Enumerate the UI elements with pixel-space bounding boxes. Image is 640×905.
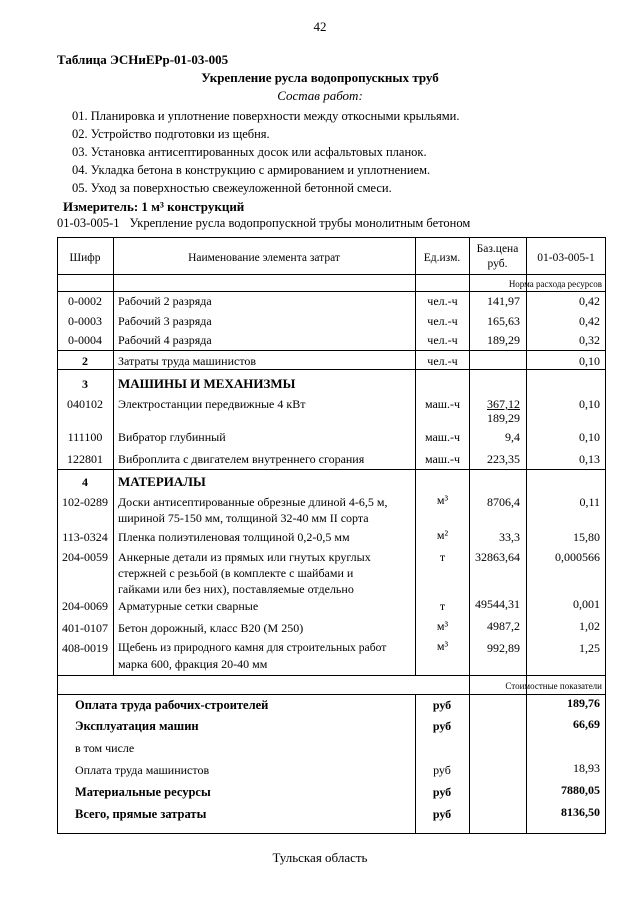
- row-unit: маш.-ч: [424, 397, 461, 411]
- row-unit: м³: [436, 493, 449, 507]
- row-name: Затраты труда машинистов: [118, 354, 257, 368]
- row-norm: 1,02: [579, 619, 600, 633]
- cost-unit: руб: [432, 698, 452, 712]
- section-number: 4: [82, 475, 88, 489]
- row-name-line3: гайками или без них), поставляемые отдельно: [118, 582, 354, 596]
- row-norm: 0,10: [579, 430, 600, 444]
- row-price: 189,29: [487, 333, 520, 347]
- cost-unit: руб: [432, 719, 452, 733]
- row-code: 111100: [67, 430, 103, 444]
- row-price: 223,35: [487, 452, 520, 466]
- row-norm: 1,25: [579, 641, 600, 655]
- norm-description: Укрепление русла водопропускной трубы монолитным бетоном: [129, 216, 471, 230]
- table-subtitle: Укрепление русла водопропускных труб: [201, 70, 439, 85]
- cost-unit: руб: [433, 763, 451, 777]
- row-price: 367,12: [487, 397, 520, 411]
- cost-value: 7880,05: [561, 783, 600, 797]
- row-price: 33,3: [499, 530, 520, 544]
- row-unit: чел.-ч: [427, 354, 458, 368]
- work-item: 05. Уход за поверхностью свежеуложенной бетонной смеси.: [72, 181, 392, 195]
- row-name: Щебень из природного камня для строительных работ: [118, 641, 387, 654]
- row-name-line2: стержней с резьбой (в комплекте с шайбами и: [118, 566, 354, 580]
- row-name: Рабочий 4 разряда: [118, 333, 212, 347]
- row-unit: маш.-ч: [424, 430, 461, 444]
- row-code: 401-0107: [62, 621, 108, 635]
- row-code: 204-0059: [62, 550, 108, 564]
- header-norm-code: 01-03-005-1: [537, 252, 595, 264]
- row-unit: м²: [436, 528, 449, 542]
- header-norm-sub: Норма расхода ресурсов: [508, 279, 602, 289]
- row-code: 0-0004: [68, 333, 102, 347]
- row-unit: т: [439, 550, 446, 564]
- row-name: Бетон дорожный, класс B20 (М 250): [118, 621, 304, 635]
- row-price: 165,63: [487, 314, 520, 328]
- row-name: Арматурные сетки сварные: [118, 599, 259, 613]
- row-code: 2: [82, 354, 88, 368]
- page-number: 42: [313, 19, 327, 34]
- header-code: Шифр: [69, 252, 101, 264]
- row-price: 141,97: [487, 294, 520, 308]
- cost-unit: руб: [432, 807, 452, 821]
- cost-value: 66,69: [573, 717, 600, 731]
- row-unit: т: [439, 599, 446, 613]
- row-code: 0-0002: [68, 294, 102, 308]
- row-code: 122801: [67, 452, 103, 466]
- row-name-line2: шириной 75-150 мм, толщиной 32-40 мм II сорта: [118, 511, 369, 525]
- cost-label: Оплата труда машинистов: [75, 763, 210, 777]
- work-item: 02. Устройство подготовки из щебня.: [72, 127, 270, 141]
- row-unit: м³: [436, 639, 449, 653]
- row-code: 040102: [67, 397, 103, 411]
- row-norm: 0,32: [579, 333, 600, 347]
- header-price-unit: руб.: [487, 258, 508, 270]
- row-price: 32863,64: [475, 550, 520, 564]
- row-name: Анкерные детали из прямых или гнутых круглых: [118, 550, 371, 564]
- row-norm: 15,80: [573, 530, 600, 544]
- cost-label: Материальные ресурсы: [75, 785, 211, 799]
- row-unit: чел.-ч: [427, 314, 458, 328]
- work-item: 03. Установка антисептированных досок или асфальтовых планок.: [72, 145, 427, 159]
- row-unit: м³: [436, 619, 449, 633]
- row-name: Доски антисептированные обрезные длиной 4-6,5 м,: [118, 495, 388, 509]
- row-name: Вибратор глубинный: [118, 430, 226, 444]
- work-item: 04. Укладка бетона в конструкцию с армированием и уплотнением.: [72, 163, 431, 177]
- row-price-secondary: 189,29: [487, 411, 520, 425]
- row-price: 49544,31: [475, 597, 520, 611]
- row-code: 204-0069: [62, 599, 108, 613]
- cost-value: 189,76: [567, 696, 600, 710]
- header-name: Наименование элемента затрат: [188, 252, 340, 264]
- cost-label: Всего, прямые затраты: [75, 807, 207, 821]
- row-name: Рабочий 2 разряда: [118, 294, 212, 308]
- section-number: 3: [82, 377, 88, 391]
- row-name: Рабочий 3 разряда: [118, 314, 212, 328]
- cost-label: Оплата труда рабочих-строителей: [75, 698, 269, 712]
- row-code: 102-0289: [62, 495, 108, 509]
- work-item: 01. Планировка и уплотнение поверхности между откосными крыльями.: [72, 109, 460, 123]
- row-norm: 0,11: [579, 495, 600, 509]
- section-title: МАТЕРИАЛЫ: [118, 474, 206, 489]
- table-title: Таблица ЭСНиЕРр-01-03-005: [57, 52, 229, 67]
- row-name: Электростанции передвижные 4 кВт: [118, 397, 306, 411]
- row-price: 9,4: [505, 430, 520, 444]
- row-name: Пленка полиэтиленовая толщиной 0,2-0,5 мм: [118, 530, 350, 544]
- row-norm: 0,10: [579, 397, 600, 411]
- cost-unit: руб: [432, 785, 452, 799]
- row-unit: чел.-ч: [427, 333, 458, 347]
- row-code: 408-0019: [62, 641, 108, 655]
- cost-label: в том числе: [75, 741, 135, 755]
- row-norm: 0,001: [573, 597, 600, 611]
- cost-label: Эксплуатация машин: [75, 719, 199, 733]
- row-norm: 0,42: [579, 294, 600, 308]
- measure-unit: Измеритель: 1 м³ конструкций: [63, 199, 245, 214]
- header-price: Баз.цена: [476, 243, 519, 255]
- row-price: 992,89: [487, 641, 520, 655]
- header-unit: Ед.изм.: [423, 252, 461, 264]
- row-price: 8706,4: [487, 495, 520, 509]
- norm-code: 01-03-005-1: [57, 216, 120, 230]
- row-price: 4987,2: [487, 619, 520, 633]
- cost-header: Стоимостные показатели: [505, 681, 602, 691]
- row-unit: чел.-ч: [427, 294, 458, 308]
- row-code: 113-0324: [62, 530, 108, 544]
- row-name-line2: марка 600, фракция 20-40 мм: [118, 657, 268, 671]
- region-footer: Тульская область: [272, 850, 368, 865]
- row-code: 0-0003: [68, 314, 102, 328]
- row-norm: 0,000566: [555, 550, 600, 564]
- row-norm: 0,10: [579, 354, 600, 368]
- norm-code-line: [57, 216, 470, 231]
- cost-value: 18,93: [573, 761, 600, 775]
- section-title: МАШИНЫ И МЕХАНИЗМЫ: [118, 376, 296, 391]
- composition-title: Состав работ:: [277, 88, 363, 103]
- row-name: Виброплита с двигателем внутреннего сгорания: [118, 452, 365, 466]
- cost-value: 8136,50: [561, 805, 600, 819]
- row-norm: 0,42: [579, 314, 600, 328]
- row-norm: 0,13: [579, 452, 600, 466]
- row-unit: маш.-ч: [424, 452, 461, 466]
